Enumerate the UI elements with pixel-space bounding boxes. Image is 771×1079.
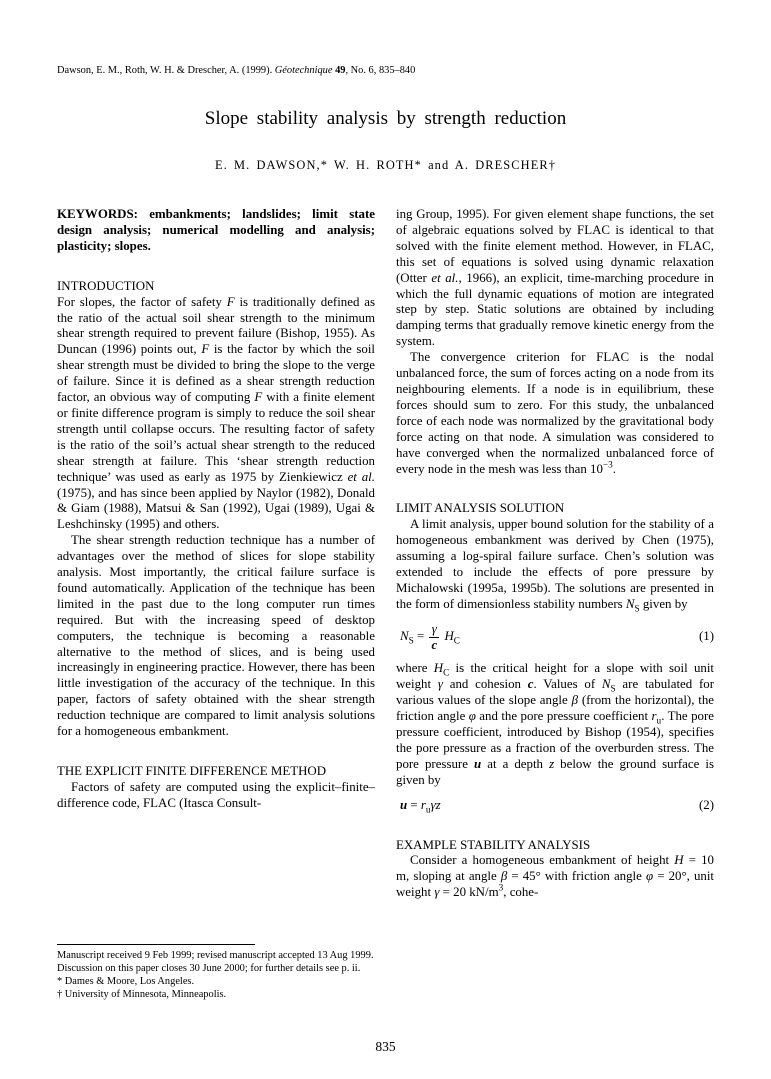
- fraction-numerator: γ: [429, 622, 439, 638]
- paragraph: ing Group, 1995). For given element shape functions, the set of algebraic equations solved by FLAC is identical to that solved with the finite element method. However, in FLAC, this set of equations is solved using dynamic relaxation (Otter et al., 1966), an explicit, time-marching procedure in which the full dynamic equations of motion are integrated step by step. Static solutions are obtained by including damping terms that gradually remove kinetic energy from the system.: [396, 207, 714, 349]
- paragraph: The convergence criterion for FLAC is the nodal unbalanced force, the sum of forces acting on a node from its neighbouring elements. If a node is in equilibrium, these forces should sum to zero. For this study, the unbalanced force of each node was normalized by the gravitational body force acting on that node. A simulation was considered to have converged when the normalized unbalanced force of every node in the mesh was less than $10^{-3}$.: [396, 350, 714, 476]
- fraction-denominator: c: [431, 637, 438, 652]
- authors-line: E. M. DAWSON,* W. H. ROTH* and A. DRESCHER†: [214, 158, 557, 172]
- paragraph: where $H_C$ is the critical height for a slope with soil unit weight γ and cohesion c. Values of $N_S$ are tabulated for various values of the slope angle β (from the horizontal), the friction angle φ and the pore pressure coefficient $r_u$. The pore pressure coefficient, introduced by Bishop (1954), specifies the pore pressure as a fraction of the overburden stress. The pore pressure u at a depth z below the ground surface is given by: [396, 661, 715, 787]
- fraction: [429, 622, 439, 653]
- equation-number: (1): [698, 629, 714, 644]
- left-column: [57, 207, 375, 901]
- footnotes: [57, 944, 375, 1001]
- equation-1-rhs: $H_C$: [444, 629, 460, 647]
- equation-1-lhs: $N_S$ =: [400, 629, 428, 647]
- footnote-rule: [57, 944, 255, 945]
- section-heading-limit-analysis: LIMIT ANALYSIS SOLUTION: [396, 501, 565, 516]
- right-column: [396, 207, 714, 901]
- footnote-manuscript: Manuscript received 9 Feb 1999; revised manuscript accepted 13 Aug 1999.: [57, 950, 374, 961]
- two-column-body: [57, 207, 714, 901]
- paper-title: Slope stability analysis by strength reduction: [204, 108, 567, 129]
- footnote-discussion: Discussion on this paper closes 30 June 2000; for further details see p. ii.: [57, 963, 361, 974]
- paragraph: A limit analysis, upper bound solution for the stability of a homogeneous embankment was derived by Chen (1975), assuming a log-spiral failure surface. Chen’s solution was extended to include the effects of pore pressure by Michalowski (1995a, 1995b). The solutions are presented in the form of dimensionless stability numbers $N_S$ given by: [396, 517, 714, 615]
- equation-1: [396, 622, 714, 653]
- header-citation: Dawson, E. M., Roth, W. H. & Drescher, A. (1999). Géotechnique 49, No. 6, 835–840: [57, 65, 416, 76]
- equation-2: [396, 798, 714, 814]
- paragraph: For slopes, the factor of safety F is traditionally defined as the ratio of the actual soil shear strength to the minimum shear strength required to prevent failure (Bishop, 1955). As Duncan (1996) points out, F is the factor by which the soil shear strength must be divided to bring the slope to the verge of failure. Since it is defined as a shear strength reduction factor, an obvious way of computing F with a finite element or finite difference program is simply to reduce the soil shear strength until collapse occurs. The resulting factor of safety is the ratio of the soil’s actual shear strength to the reduced shear strength at failure. This ‘shear strength reduction technique’ was used as early as 1975 by Zienkiewicz et al. (1975), and has since been applied by Naylor (1982), Donald & Giam (1988), Matsui & San (1992), Ugai (1989), Ugai & Leshchinsky (1995) and others.: [57, 294, 375, 532]
- paragraph: Factors of safety are computed using the explicit–finite–difference code, FLAC (Itasca Consult-: [57, 779, 375, 810]
- keywords-block: KEYWORDS: embankments; landslides; limit state design analysis; numerical modelling and analysis; plasticity; slopes.: [57, 207, 375, 253]
- equation-number: (2): [698, 797, 714, 812]
- footnote-affiliation-1: * Dames & Moore, Los Angeles.: [57, 976, 195, 987]
- section-heading-example: EXAMPLE STABILITY ANALYSIS: [396, 837, 591, 852]
- page-number: 835: [375, 1039, 396, 1054]
- footnote-affiliation-2: † University of Minnesota, Minneapolis.: [57, 989, 227, 1000]
- equation-2-body: $u = r_u\gamma z$: [400, 797, 441, 816]
- equation-1-body: [400, 621, 460, 652]
- paragraph: The shear strength reduction technique has a number of advantages over the method of slices for slope stability analysis. Most importantly, the critical failure surface is found automatically. Application of the technique has been limited in the past due to the long computer run times required. But with the increasing speed of desktop computers, the technique is becoming a reasonable alternative to the method of slices, and is being used increasingly in engineering practice. However, there has been little investigation of the accuracy of the technique. In this paper, factors of safety obtained with the shear strength reduction technique are compared to limit analysis solutions for a homogeneous embankment.: [57, 533, 375, 739]
- section-heading-method: THE EXPLICIT FINITE DIFFERENCE METHOD: [57, 764, 327, 778]
- section-heading-introduction: INTRODUCTION: [57, 278, 155, 293]
- paragraph: Consider a homogeneous embankment of height H = 10 m, sloping at angle β = 45° with friction angle φ = 20°, unit weight γ = 20 $kN/m^3$, cohe-: [396, 853, 715, 900]
